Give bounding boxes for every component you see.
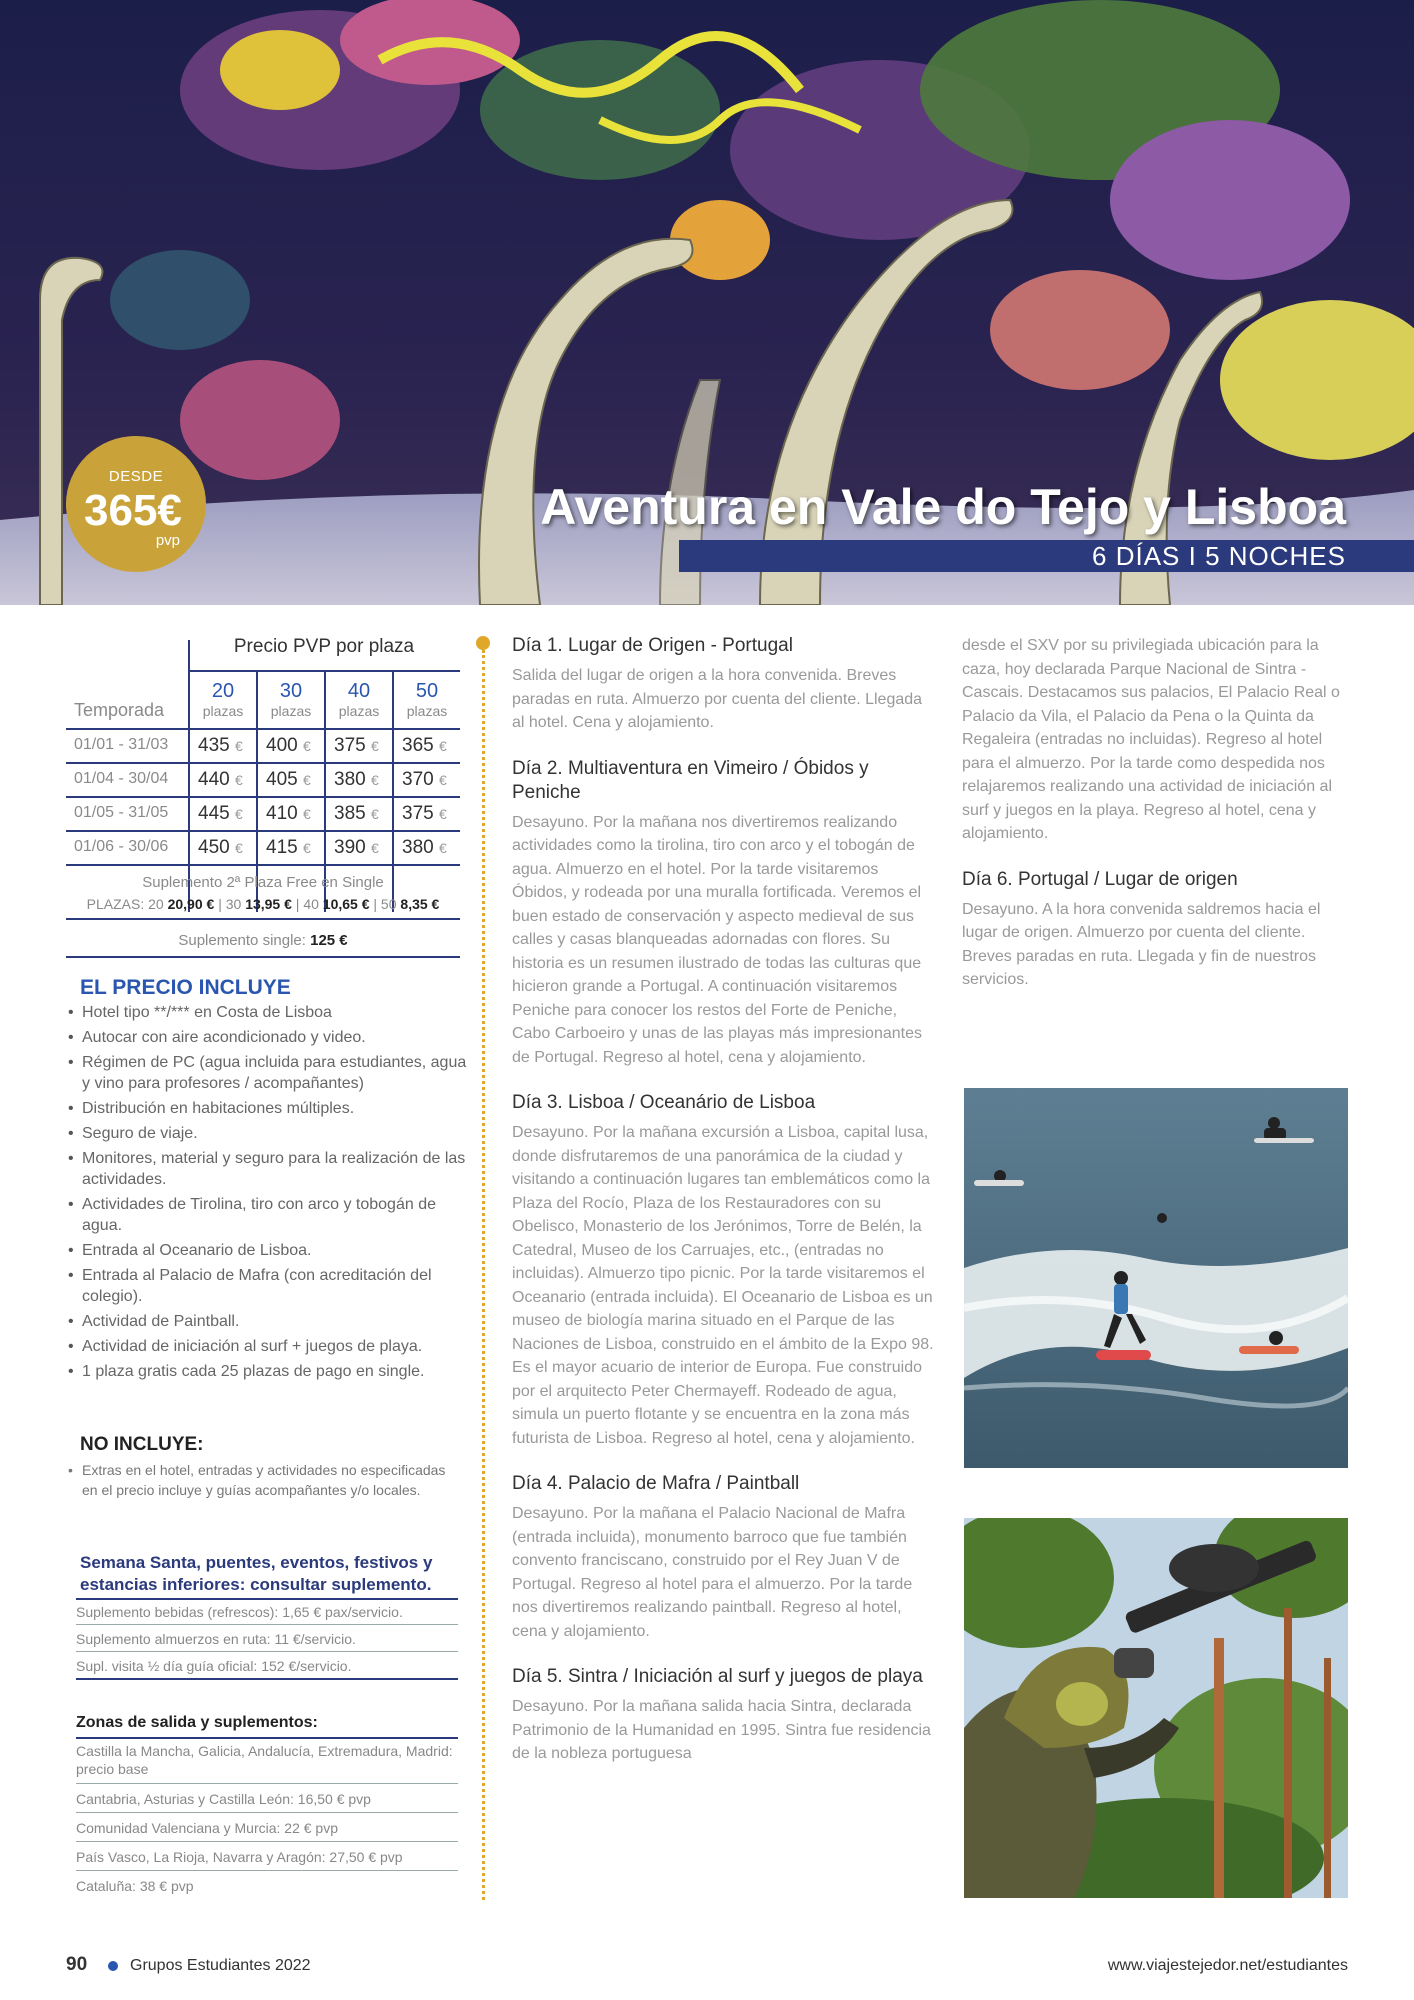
price-cell: 380 € xyxy=(402,837,447,858)
supl-free-title: Suplemento 2ª Plaza Free en Single xyxy=(142,874,384,891)
itinerary-day xyxy=(512,634,934,735)
list-item: • Actividad de Paintball. xyxy=(68,1311,468,1332)
itinerary-day xyxy=(512,757,934,1070)
footer-url[interactable]: www.viajestejedor.net/estudiantes xyxy=(1107,1957,1348,1974)
zona-row: Comunidad Valenciana y Murcia: 22 € pvp xyxy=(76,1820,339,1836)
list-item: • Régimen de PC (agua incluida para estudiantes, agua y vino para profesores / acompañantes) xyxy=(68,1052,468,1094)
price-cell: 410 € xyxy=(266,803,311,824)
price-cell: 415 € xyxy=(266,837,311,858)
itinerary-column-2 xyxy=(962,634,1352,992)
day-title: Día 5. Sintra / Iniciación al surf y juegos de playa xyxy=(512,1666,923,1687)
zona-row: Castilla la Mancha, Galicia, Andalucía, Extremadura, Madrid: precio base xyxy=(76,1743,453,1777)
price-cell: 450 € xyxy=(198,837,243,858)
zona-row: País Vasco, La Rioja, Navarra y Aragón: 27,50 € pvp xyxy=(76,1849,403,1865)
price-badge xyxy=(66,436,206,572)
extras-row: Supl. visita ½ día guía oficial: 152 €/servicio. xyxy=(76,1658,352,1674)
season-row-1: 01/01 - 31/03 xyxy=(74,736,169,753)
day-title: Día 2. Multiaventura en Vimeiro / Óbidos y Peniche xyxy=(512,757,869,803)
price-cell: 365 € xyxy=(402,735,447,756)
surf-photo xyxy=(964,1088,1348,1468)
not-included-text: • Extras en el hotel, entradas y actividades no especificadas en el precio incluye y guías acompañantes y/o locales. xyxy=(68,1460,452,1500)
extras-row: Suplemento bebidas (refrescos): 1,65 € pax/servicio. xyxy=(76,1604,403,1620)
itinerary-day xyxy=(512,1665,934,1766)
paintball-photo xyxy=(964,1518,1348,1898)
page-subtitle: 6 DÍAS I 5 NOCHES xyxy=(1092,541,1346,571)
group-30: 30 plazas xyxy=(270,680,312,719)
group-20: 20 plazas xyxy=(202,680,244,719)
day-title: Día 1. Lugar de Origen - Portugal xyxy=(512,635,793,656)
list-item: • Autocar con aire acondicionado y video. xyxy=(68,1027,468,1048)
list-item: • Actividad de iniciación al surf + juegos de playa. xyxy=(68,1336,468,1357)
list-item: • Entrada al Palacio de Mafra (con acreditación del colegio). xyxy=(68,1265,468,1307)
list-item: • 1 plaza gratis cada 25 plazas de pago en single. xyxy=(68,1361,468,1382)
footer-dot-icon xyxy=(108,1961,118,1971)
extras-row: Suplemento almuerzos en ruta: 11 €/servicio. xyxy=(76,1631,356,1647)
divider-marker-icon xyxy=(476,636,490,650)
day-text: Desayuno. Por la mañana excursión a Lisboa, capital lusa, donde disfrutaremos de una panorámica de la ciudad y visitando a continuación lugares tan emblemáticos como la Plaza del Rocío, Plaza de los Restauradores con su Obelisco, Monasterio de los Jerónimos, Torre de Belén, la Catedral, Museo de los Carruajes, etc., (entradas no incluidas). Almuerzo tipo picnic. Por la tarde visitaremos el Oceanario (entrada incluida). El Oceanario de Lisboa es un museo de biología marina situado en el Parque de las Naciones de Lisboa, construido en el ámbito de la Expo 98. Es el mayor acuario de interior de Europa. Fue construido por el arquitecto Peter Chermayeff. Rodeado de agua, simula un puerto flotante y se encuentra en la zona más futurista de Lisboa. Regreso al hotel, cena y alojamiento. xyxy=(512,1124,934,1447)
day-title: Día 3. Lisboa / Oceanário de Lisboa xyxy=(512,1092,816,1113)
list-item: • Entrada al Oceanario de Lisboa. xyxy=(68,1240,468,1261)
day-text: Desayuno. Por la mañana salida hacia Sintra, declarada Patrimonio de la Humanidad en 1995. Sintra fue residencia de la nobleza portuguesa xyxy=(512,1698,931,1762)
season-row-2: 01/04 - 30/04 xyxy=(74,770,169,787)
zona-row: Cataluña: 38 € pvp xyxy=(76,1878,194,1894)
badge-desde: DESDE xyxy=(108,468,164,485)
supl-free-values: PLAZAS: 20 20,90 € | 30 13,95 € | 40 10,65 € | 50 8,35 € xyxy=(86,896,440,912)
price-cell: 435 € xyxy=(198,735,243,756)
day-text: Desayuno. A la hora convenida saldremos hacia el lugar de origen. Almuerzo por cuenta del cliente. Breves paradas en ruta. Llegada y fin de nuestros servicios. xyxy=(962,900,1321,988)
day-text: Desayuno. Por la mañana el Palacio Nacional de Mafra (entrada incluida), monumento barroco que fue también convento franciscano, construido por el Rey Juan V de Portugal. Regreso al hotel para el almuerzo. Por la tarde nos divertiremos realizando paintball. Regreso al hotel, cena y alojamiento. xyxy=(512,1505,913,1640)
day-text: desde el SXV por su privilegiada ubicación para la caza, hoy declarada Parque Nacional de Sintra - Cascais. Destacamos sus palacios, El Palacio Real o Palacio da Vila, el Palacio da Pena o la Quinta da Regaleira (entradas no incluidas). Regreso al hotel para el almuerzo. Por la tarde como despedida nos relajaremos realizando una actividad de iniciación al surf y juegos en la playa. Regreso al hotel, cena y alojamiento. xyxy=(962,637,1340,842)
zona-row: Cantabria, Asturias y Castilla León: 16,50 € pvp xyxy=(76,1791,371,1807)
footer-publication: Grupos Estudiantes 2022 xyxy=(130,1957,311,1974)
page-number: 90 xyxy=(66,1954,88,1975)
price-cell: 375 € xyxy=(402,803,447,824)
list-item: • Monitores, material y seguro para la realización de las actividades. xyxy=(68,1148,468,1190)
dotted-divider xyxy=(482,650,485,1900)
price-cell: 445 € xyxy=(198,803,243,824)
includes-list xyxy=(68,1002,468,1386)
price-cell: 405 € xyxy=(266,769,311,790)
list-item: • Actividades de Tirolina, tiro con arco y tobogán de agua. xyxy=(68,1194,468,1236)
itinerary-column xyxy=(512,634,934,1766)
price-cell: 400 € xyxy=(266,735,311,756)
includes-title: EL PRECIO INCLUYE xyxy=(80,976,291,999)
day-title: Día 6. Portugal / Lugar de origen xyxy=(962,868,1238,890)
price-cell: 380 € xyxy=(334,769,379,790)
group-50: 50 plazas xyxy=(406,680,448,719)
group-40: 40 plazas xyxy=(338,680,380,719)
itinerary-day xyxy=(512,1472,934,1643)
badge-pvp: pvp xyxy=(155,532,180,549)
price-cell: 440 € xyxy=(198,769,243,790)
price-cell: 370 € xyxy=(402,769,447,790)
price-table-header: Precio PVP por plaza xyxy=(233,636,415,657)
season-column-label: Temporada xyxy=(74,700,165,720)
itinerary-day xyxy=(512,1091,934,1450)
price-cell: 375 € xyxy=(334,735,379,756)
list-item: • Distribución en habitaciones múltiples. xyxy=(68,1098,468,1119)
season-row-3: 01/05 - 31/05 xyxy=(74,804,169,821)
list-item: • Hotel tipo **/*** en Costa de Lisboa xyxy=(68,1002,468,1023)
day-text: Desayuno. Por la mañana nos divertiremos realizando actividades como la tirolina, tiro con arco y el tobogán de agua. Almuerzo en el hotel. Por la tarde visitaremos Óbidos, y rodeada por una muralla fortificada. Veremos el buen estado de conservación y aspecto medieval de sus calles y casas blanqueadas adornadas con flores. Su historia es un resumen ilustrado de todas las culturas que hicieron grande a Portugal. A continuación visitaremos Peniche para conocer los restos del Forte de Peniche, Cabo Carboeiro y unas de las playas más impresionantes de Portugal. Regreso al hotel, cena y alojamiento. xyxy=(512,813,922,1066)
supl-single: Suplemento single: 125 € xyxy=(178,932,348,949)
extras-title: Semana Santa, puentes, eventos, festivos y estancias inferiores: consultar suplemento. xyxy=(80,1553,433,1594)
price-cell: 390 € xyxy=(334,837,379,858)
price-cell: 385 € xyxy=(334,803,379,824)
not-included-title: NO INCLUYE: xyxy=(80,1434,204,1455)
page-title: Aventura en Vale do Tejo y Lisboa xyxy=(540,479,1346,535)
zonas-title: Zonas de salida y suplementos: xyxy=(76,1714,318,1731)
season-row-4: 01/06 - 30/06 xyxy=(74,838,169,855)
day-title: Día 4. Palacio de Mafra / Paintball xyxy=(512,1473,800,1494)
badge-price: 365€ xyxy=(84,486,182,535)
list-item: • Seguro de viaje. xyxy=(68,1123,468,1144)
day-text: Salida del lugar de origen a la hora convenida. Breves paradas en ruta. Almuerzo por cuenta del cliente. Llegada al hotel. Cena y alojamiento. xyxy=(512,667,923,731)
